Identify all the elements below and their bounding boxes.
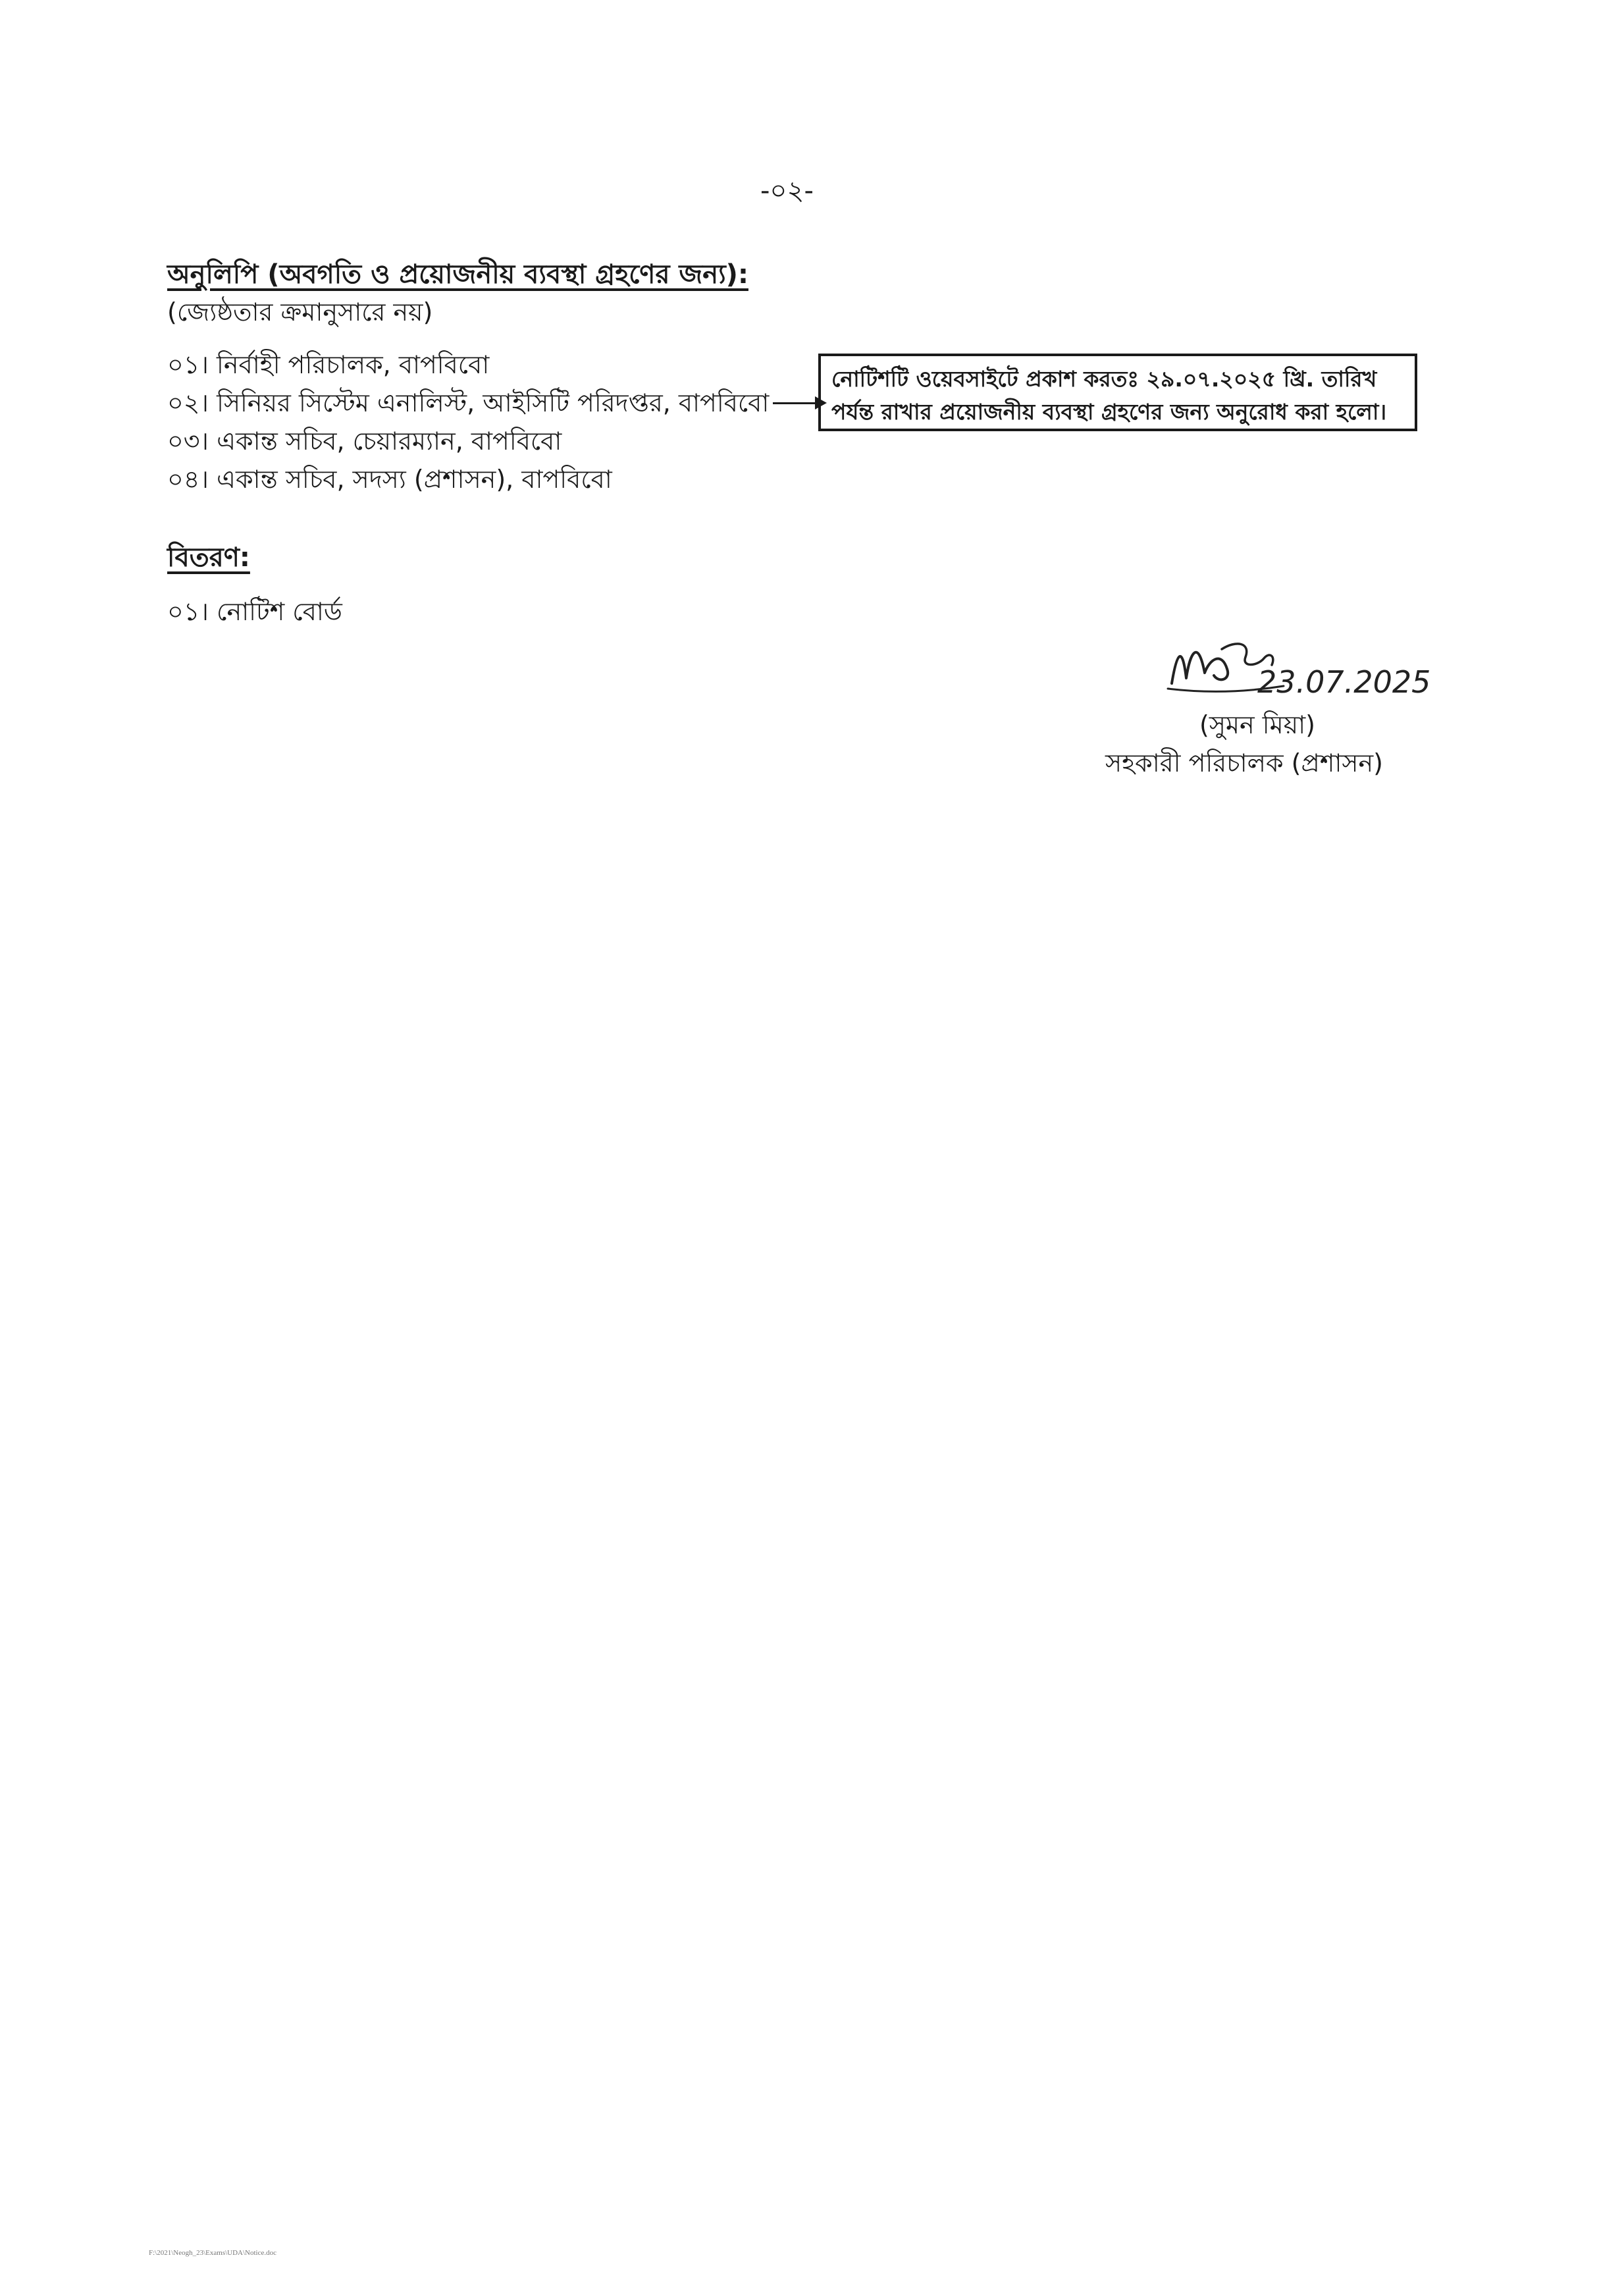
- list-item-text: ০৪। একান্ত সচিব, সদস্য (প্রশাসন), বাপবিবো: [167, 465, 612, 494]
- handwritten-signature: [1159, 625, 1435, 711]
- list-item: [167, 422, 824, 460]
- signer-name: (সুমন মিয়া): [1199, 710, 1315, 739]
- copy-distribution-heading: অনুলিপি (অবগতি ও প্রয়োজনীয় ব্যবস্থা গ্রহণের জন্য):: [167, 259, 748, 290]
- signer-designation: সহকারী পরিচালক (প্রশাসন): [1105, 749, 1383, 778]
- copy-recipient-list: [167, 346, 824, 498]
- list-item-text: ০১। নির্বাহী পরিচালক, বাপবিবো: [167, 350, 490, 379]
- list-item: ০১। নোটিশ বোর্ড: [167, 597, 342, 626]
- list-item: [167, 346, 824, 384]
- page-number: -০২-: [760, 176, 814, 206]
- list-item: [167, 460, 824, 498]
- distribution-list: [167, 593, 342, 631]
- seniority-note: (জ্যেষ্ঠতার ক্রমানুসারে নয়): [167, 298, 433, 327]
- signature-date: 23.07.2025: [1257, 664, 1431, 700]
- list-item-text: ০২। সিনিয়র সিস্টেম এনালিস্ট, আইসিটি পরিদপ্তর, বাপবিবো: [167, 388, 770, 417]
- distribution-heading: বিতরণ:: [167, 542, 250, 573]
- arrow-right-icon: [773, 402, 824, 404]
- list-item: [167, 384, 824, 422]
- website-notice-box: নোটিশটি ওয়েবসাইটে প্রকাশ করতঃ ২৯.০৭.২০২৫ খ্রি. তারিখ পর্যন্ত রাখার প্রয়োজনীয় ব্যবস্থা গ্রহণের জন্য অনুরোধ করা হলো।: [818, 354, 1417, 431]
- file-path-footer: F:\2021\Neogh_23\Exams\UDA\Notice.doc: [149, 2249, 277, 2257]
- list-item-text: ০৩। একান্ত সচিব, চেয়ারম্যান, বাপবিবো: [167, 427, 562, 456]
